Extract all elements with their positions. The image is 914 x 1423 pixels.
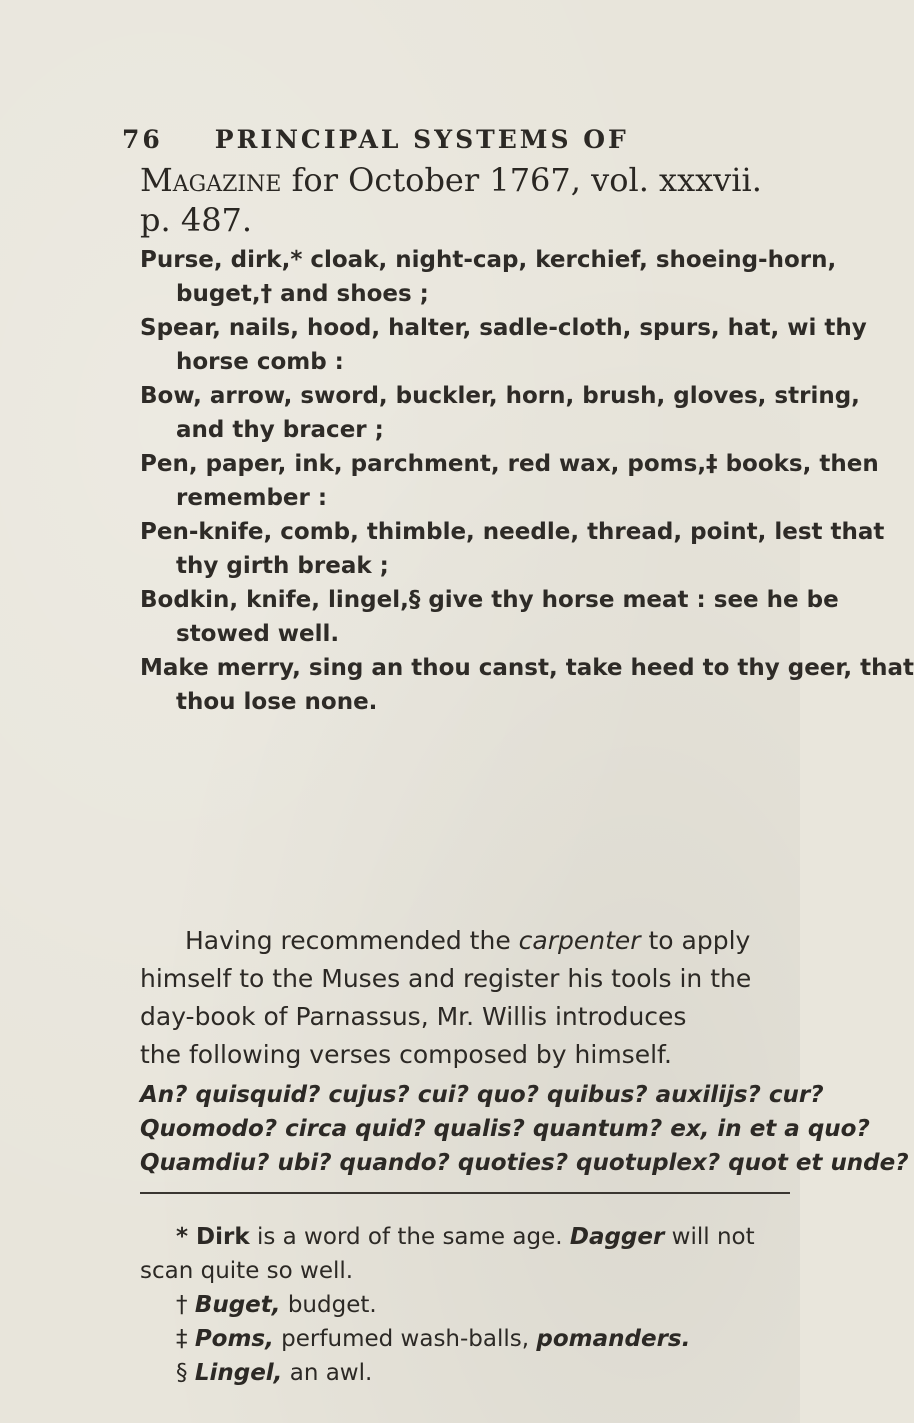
verse-line: Spear, nails, hood, halter, sadle-cloth, spurs, hat, wi thy xyxy=(140,315,867,341)
latin-line: Quamdiu? ubi? quando? quoties? quotuplex? quot et unde? xyxy=(140,1150,909,1176)
intro-line-2: p. 487. xyxy=(140,201,253,239)
intro-text xyxy=(140,160,780,240)
running-title: PRINCIPAL SYSTEMS OF xyxy=(214,125,629,154)
footnote-text: an awl. xyxy=(282,1360,373,1386)
footnote-text: budget. xyxy=(280,1292,377,1318)
footnote-italic: pomanders. xyxy=(536,1326,691,1352)
verse-line: remember : xyxy=(176,485,328,511)
footnote-4 xyxy=(140,1356,790,1390)
latin-line: Quomodo? circa quid? qualis? quantum? ex, in et a quo? xyxy=(140,1116,870,1142)
paragraph xyxy=(140,922,780,1074)
page-number: 76 xyxy=(122,125,163,154)
footnote-text: perfumed wash-balls, xyxy=(273,1326,537,1352)
para-line-1 xyxy=(140,922,780,960)
footnote-mark: ‡ xyxy=(176,1326,195,1352)
verse-line: Bodkin, knife, lingel,§ give thy horse meat : see he be xyxy=(140,587,839,613)
verse-line: stowed well. xyxy=(176,621,340,647)
para-text: to apply xyxy=(640,926,751,955)
para-text: Having recommended the xyxy=(185,926,519,955)
para-line-3: day-book of Parnassus, Mr. Willis introduces xyxy=(140,1002,687,1031)
footnote-1-cont: scan quite so well. xyxy=(140,1258,354,1284)
footnote-text: * Dirk xyxy=(176,1224,250,1250)
latin-verse xyxy=(140,1078,909,1180)
verse-line: thou lose none. xyxy=(176,689,378,715)
para-line-4: the following verses composed by himself. xyxy=(140,1040,672,1069)
running-header xyxy=(122,125,629,154)
verse-block xyxy=(140,243,914,719)
footnote-italic: Buget, xyxy=(194,1292,281,1318)
verse-line: horse comb : xyxy=(176,349,344,375)
verse-line: buget,† and shoes ; xyxy=(176,281,429,307)
footnotes xyxy=(140,1220,790,1390)
verse-line: and thy bracer ; xyxy=(176,417,384,443)
verse-line: Purse, dirk,* cloak, night-cap, kerchief, shoeing-horn, xyxy=(140,247,837,273)
footnote-1 xyxy=(140,1220,790,1254)
verse-line: Pen, paper, ink, parchment, red wax, poms,‡ books, then xyxy=(140,451,879,477)
intro-rest: for October 1767, vol. xxxvii. xyxy=(281,161,762,199)
footnote-italic: Dagger xyxy=(569,1224,665,1250)
footnote-italic: Poms, xyxy=(194,1326,274,1352)
footnote-italic: Lingel, xyxy=(194,1360,283,1386)
para-line-2: himself to the Muses and register his tools in the xyxy=(140,964,752,993)
verse-line: Bow, arrow, sword, buckler, horn, brush, gloves, string, xyxy=(140,383,860,409)
verse-line: Make merry, sing an thou canst, take heed to thy geer, that xyxy=(140,655,914,681)
footnote-mark: § xyxy=(176,1360,195,1386)
verse-line: Pen-knife, comb, thimble, needle, thread, point, lest that xyxy=(140,519,885,545)
footnote-rule xyxy=(140,1192,790,1194)
magazine-word: Magazine xyxy=(140,161,282,199)
latin-line: An? quisquid? cujus? cui? quo? quibus? auxilijs? cur? xyxy=(140,1082,824,1108)
footnote-text: will not xyxy=(664,1224,755,1250)
para-italic: carpenter xyxy=(518,926,641,955)
verse-line: thy girth break ; xyxy=(176,553,389,579)
footnote-3 xyxy=(140,1322,790,1356)
footnote-mark: † xyxy=(176,1292,195,1318)
footnote-text: is a word of the same age. xyxy=(249,1224,570,1250)
footnote-2 xyxy=(140,1288,790,1322)
intro-line-1 xyxy=(140,160,780,200)
